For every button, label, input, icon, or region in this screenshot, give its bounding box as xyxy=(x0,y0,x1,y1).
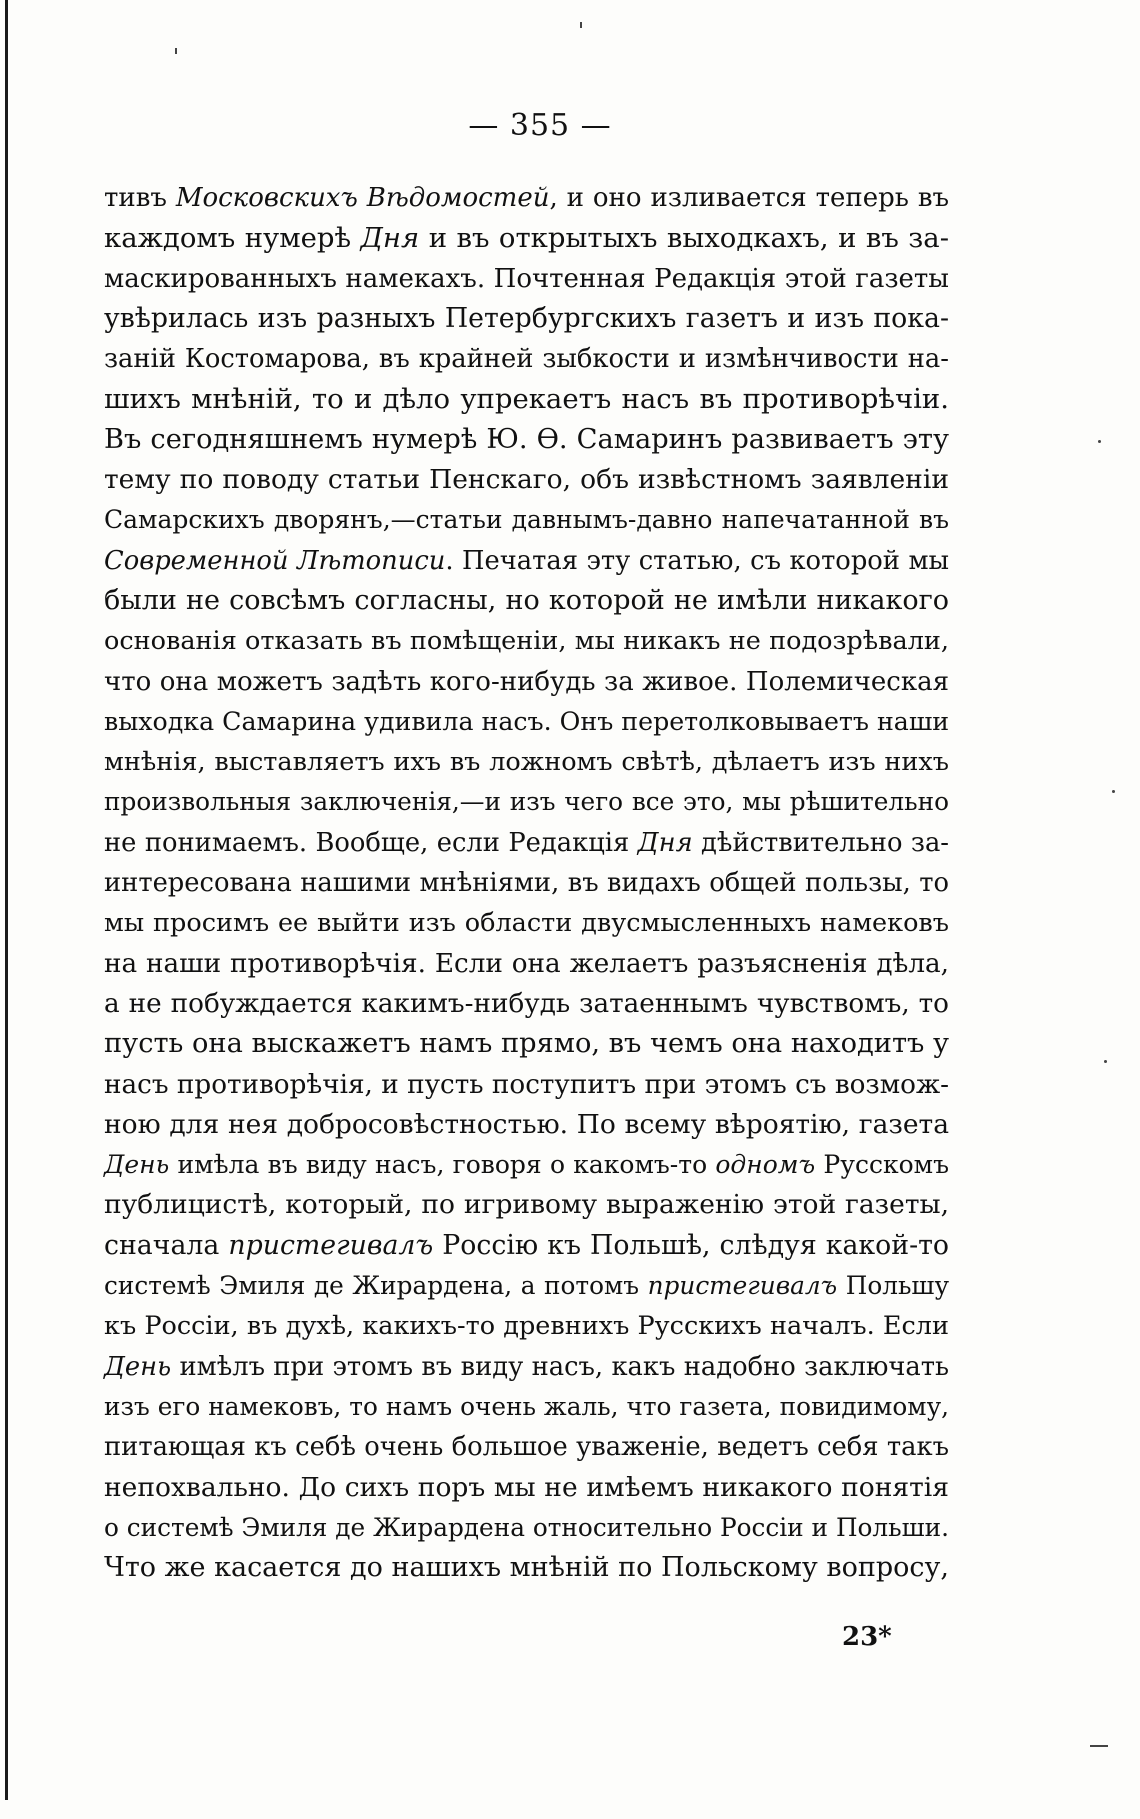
text-line xyxy=(104,944,949,984)
text-line xyxy=(104,1387,949,1427)
text-run: маскированныхъ намекахъ. Почтенная Редакція этой газеты xyxy=(104,263,949,294)
scan-speck xyxy=(1104,1060,1107,1063)
text-line xyxy=(104,1306,949,1346)
text-line xyxy=(104,1468,949,1508)
text-run: Россію къ Польшѣ, слѣдуя какой-то xyxy=(433,1229,950,1261)
text-line xyxy=(104,984,949,1024)
text-run: питающая къ себѣ очень большое уваженіе, ведетъ себя такъ xyxy=(104,1432,949,1463)
text-line xyxy=(104,1548,949,1588)
body-text xyxy=(104,178,949,1588)
text-run: основанія отказать въ помѣщеніи, мы никакъ не подозрѣвали, xyxy=(104,626,949,657)
text-line xyxy=(104,581,949,621)
text-run: мы просимъ ее выйти изъ области двусмысленныхъ намековъ xyxy=(104,908,949,939)
text-run: къ Россіи, въ духѣ, какихъ-то древнихъ Русскихъ началъ. Если xyxy=(104,1311,949,1342)
italic-title: пристегивалъ xyxy=(647,1271,838,1301)
text-line xyxy=(104,460,949,500)
text-run: пусть она выскажетъ намъ прямо, въ чемъ она находитъ у xyxy=(104,1028,950,1060)
text-run: тему по поводу статьи Пенскаго, объ извѣстномъ заявленіи xyxy=(104,464,949,496)
scan-speck xyxy=(580,22,582,28)
text-run: имѣла въ виду насъ, говоря о какомъ-то xyxy=(169,1150,716,1180)
italic-title: День xyxy=(104,1351,172,1382)
italic-title: Московскихъ Вѣдомостей xyxy=(175,183,550,213)
text-run: не понимаемъ. Вообще, если Редакція xyxy=(104,827,638,858)
text-line xyxy=(104,1065,949,1105)
italic-title: День xyxy=(104,1150,170,1180)
text-run: имѣлъ при этомъ въ виду насъ, какъ надобно заключать xyxy=(171,1351,949,1382)
text-run: увѣрилась изъ разныхъ Петербургскихъ газетъ и изъ пока- xyxy=(104,302,949,334)
text-run: непохвально. До сихъ поръ мы не имѣемъ никакого понятія xyxy=(104,1471,949,1503)
italic-title: одномъ xyxy=(715,1150,816,1180)
text-line xyxy=(104,299,949,339)
text-run: тивъ xyxy=(104,183,176,213)
text-line xyxy=(104,1226,949,1266)
text-run: дѣйствительно за- xyxy=(692,827,949,858)
text-line xyxy=(104,823,949,863)
page-edge-rule xyxy=(5,0,8,1800)
text-line xyxy=(104,1185,949,1225)
text-run: Русскомъ xyxy=(815,1150,949,1180)
text-run: шихъ мнѣній, то и дѣло упрекаетъ насъ въ противорѣчіи. xyxy=(104,383,949,416)
text-run: и въ открытыхъ выходкахъ, и въ за- xyxy=(419,222,949,255)
italic-title: Дня xyxy=(637,827,693,858)
text-line xyxy=(104,1427,949,1467)
text-line xyxy=(104,782,949,822)
text-run: о системѣ Эмиля де Жирардена относительно Россіи и Польши. xyxy=(104,1512,949,1542)
text-line xyxy=(104,662,949,702)
text-run: заній Костомарова, въ крайней зыбкости и измѣнчивости на- xyxy=(104,344,949,375)
text-line xyxy=(104,259,949,299)
text-line xyxy=(104,702,949,742)
scan-speck xyxy=(1098,440,1101,443)
text-run: публицистѣ, который, по игривому выраженію этой газеты, xyxy=(104,1189,949,1221)
text-line xyxy=(104,621,949,661)
text-run: интересована нашими мнѣніями, въ видахъ общей пользы, то xyxy=(104,868,949,899)
text-line xyxy=(104,1024,949,1064)
text-line xyxy=(104,1266,949,1306)
text-run: каждомъ нумерѣ xyxy=(104,222,361,255)
text-line xyxy=(104,742,949,782)
text-line xyxy=(104,379,949,419)
text-line xyxy=(104,1145,949,1185)
text-line xyxy=(104,500,949,540)
text-line xyxy=(104,218,949,258)
scan-speck xyxy=(1112,790,1115,793)
scan-speck xyxy=(175,48,177,54)
text-run: Что же касается до нашихъ мнѣній по Польскому вопросу, xyxy=(104,1552,949,1584)
text-run: Въ сегодняшнемъ нумерѣ Ю. Ѳ. Самаринъ развиваетъ эту xyxy=(104,423,949,455)
text-run: сначала xyxy=(104,1229,229,1261)
text-run: насъ противорѣчія, и пусть поступитъ при этомъ съ возмож- xyxy=(104,1069,949,1100)
text-run: на наши противорѣчія. Если она желаетъ разъясненія дѣла, xyxy=(104,948,949,979)
text-run: Польшу xyxy=(837,1271,950,1301)
text-run: изъ его намековъ, то намъ очень жаль, что газета, повидимому, xyxy=(104,1391,949,1421)
italic-title: Дня xyxy=(360,222,420,255)
text-line xyxy=(104,1347,949,1387)
text-run: а не побуждается какимъ-нибудь затаеннымъ чувствомъ, то xyxy=(104,988,949,1019)
text-line xyxy=(104,541,949,581)
text-run: мнѣнія, выставляетъ ихъ въ ложномъ свѣтѣ, дѣлаетъ изъ нихъ xyxy=(104,747,949,778)
text-run: , и оно изливается теперь въ xyxy=(549,183,949,213)
text-run: системѣ Эмиля де Жирардена, а потомъ xyxy=(104,1271,648,1301)
italic-title: Современной Лѣтописи xyxy=(104,545,446,576)
text-run: были не совсѣмъ согласны, но которой не имѣли никакого xyxy=(104,584,949,616)
italic-title: пристегивалъ xyxy=(228,1229,434,1261)
scan-speck xyxy=(1090,1745,1108,1747)
text-line xyxy=(104,178,949,218)
text-run: ною для нея добросовѣстностью. По всему вѣроятію, газета xyxy=(104,1108,949,1140)
text-line xyxy=(104,903,949,943)
text-run: Самарскихъ дворянъ,—статьи давнымъ-давно напечатанной въ xyxy=(104,505,949,535)
text-run: произвольныя заключенія,—и изъ чего все это, мы рѣшительно xyxy=(104,787,949,817)
text-line xyxy=(104,1508,949,1548)
text-line xyxy=(104,420,949,460)
text-line xyxy=(104,339,949,379)
page-number: — 355 — xyxy=(468,108,612,143)
text-run: что она можетъ задѣть кого-нибудь за живое. Полемическая xyxy=(104,666,949,697)
printer-signature-mark: 23* xyxy=(842,1622,892,1652)
text-run: . Печатая эту статью, съ которой мы xyxy=(445,545,949,576)
text-line xyxy=(104,863,949,903)
text-run: выходка Самарина удивила насъ. Онъ перетолковываетъ наши xyxy=(104,706,950,736)
text-line xyxy=(104,1105,949,1145)
